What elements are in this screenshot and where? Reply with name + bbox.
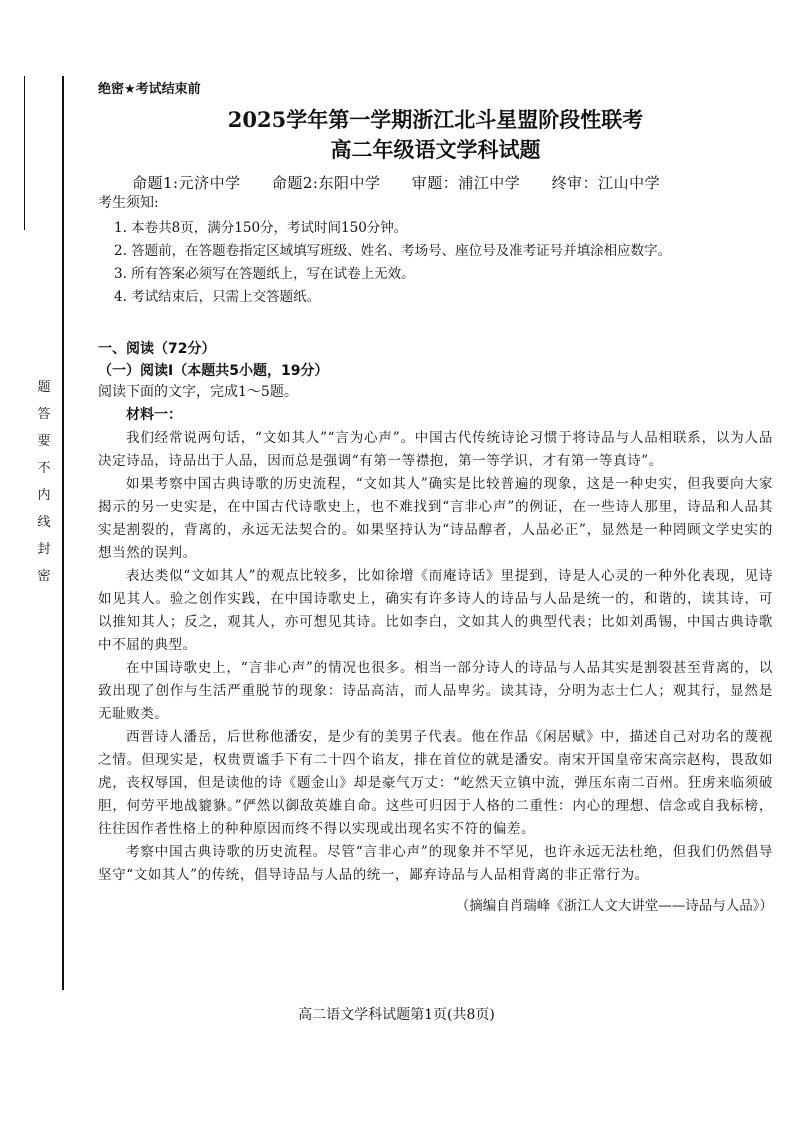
notice-item: 4. 考试结束后，只需上交答题纸。: [114, 289, 321, 305]
source-citation: （摘编自肖瑞峰《浙江人文大讲堂——诗品与人品》）: [455, 898, 773, 914]
notice-item: 1. 本卷共8页，满分150分，考试时间150分钟。: [114, 220, 408, 236]
paragraph: 考察中国古典诗歌的历史流程。尽管“言非心声”的现象并不罕见，也许永远无法杜绝，但我们仍然倡导坚守“文如其人”的传统，倡导诗品与人品的统一，鄙弃诗品与人品相背离的非正常行为。: [98, 844, 773, 883]
binding-line: [62, 76, 64, 990]
seal-char: 密: [37, 569, 51, 584]
seal-char: 线: [37, 515, 51, 530]
section-heading: 一、阅读（72分）: [98, 341, 216, 357]
paragraph: 表达类似“文如其人”的观点比较多，比如徐增《而庵诗话》里提到，诗是人心灵的一种外化表现，见诗如见其人。验之创作实践，在中国诗歌史上，确实有许多诗人的诗品与人品是统一的，和谐的，读其诗，可以推知其人；反之，观其人，亦可想见其诗。比如李白，文如其人的典型代表；比如刘禹锡，中国古典诗歌中不屈的典型。: [98, 568, 773, 653]
margin-seal-text: [34, 374, 54, 590]
notice-heading: 考生须知:: [98, 195, 159, 211]
main-content: [98, 78, 773, 917]
notice-list: [114, 217, 773, 309]
paragraph: 我们经常说两句话，“文如其人”“言为心声”。中国古代传统诗论习惯于将诗品与人品相联系，以为人品决定诗品，诗品出于人品，因而总是强调“有第一等襟抱，第一等学识，才有第一等真诗”。: [98, 430, 773, 469]
setter-2: 命题2:东阳中学: [271, 174, 381, 192]
seal-char: 要: [37, 434, 51, 449]
seal-char: 封: [37, 542, 51, 557]
paragraph: 如果考察中国古典诗歌的历史流程，“文如其人”确实是比较普遍的现象，这是一种史实，但我要向大家揭示的另一史实是，在中国古代诗歌史上，也不难找到“言非心声”的例证，在一些诗人那里，诗品和人品其实是割裂的，背离的，永远无法契合的。如果坚持认为“诗品醇者，人品必正”，显然是一种罔顾文学史实的想当然的误判。: [98, 476, 773, 561]
seal-char: 题: [37, 380, 51, 395]
paragraph: 西晋诗人潘岳，后世称他潘安，是少有的美男子代表。他在作品《闲居赋》中，描述自己对功名的蔑视之情。但现实是，权贵贾谧手下有二十四个谄友，排在首位的就是潘安。南宋开国皇帝宋高宗赵构，畏敌如虎，丧权辱国，但是读他的诗《题金山》却是豪气万丈：“屹然天立镇中流，弹压东南二百州。狂虏来临须破胆，何劳平地战貔貅。”俨然以御敌英雄自命。这些可归因于人格的二重性：内心的理想、信念或自我标榜，往往因作者性格上的种种原因而终不得以实现或出现名实不符的偏差。: [98, 729, 773, 837]
seal-char: 不: [37, 461, 51, 476]
margin-short-line: [24, 76, 25, 230]
material-label: 材料一：: [126, 407, 182, 423]
page-footer: 高二语文学科试题第1页(共8页): [298, 1007, 495, 1023]
seal-char: 内: [37, 488, 51, 503]
notice-item: 2. 答题前，在答题卷指定区域填写班级、姓名、考场号、座位号及准考证号并填涂相应数字。: [114, 243, 672, 259]
reviewer: 审题：浦江中学: [411, 174, 521, 192]
subsection-heading: （一）阅读Ⅰ（本题共5小题，19分）: [98, 363, 329, 379]
confidential-label: 绝密★考试结束前: [98, 82, 201, 97]
notice-item: 3. 所有答案必须写在答题纸上，写在试卷上无效。: [114, 266, 415, 282]
question-setters: [132, 173, 773, 193]
reading-instruction: 阅读下面的文字，完成1～5题。: [98, 384, 298, 400]
final-reviewer: 终审：江山中学: [551, 174, 661, 192]
exam-title: 2025学年第一学期浙江北斗星盟阶段性联考: [227, 107, 644, 132]
setter-1: 命题1:元济中学: [132, 174, 241, 192]
seal-char: 答: [37, 407, 51, 422]
exam-subtitle: 高二年级语文学科试题: [330, 137, 541, 162]
paragraph: 在中国诗歌史上，“言非心声”的情况也很多。相当一部分诗人的诗品与人品其实是割裂甚至背离的，以致出现了创作与生活严重脱节的现象：诗品高洁，而人品卑劣。读其诗，分明为志士仁人；观其行，显然是无耻败类。: [98, 660, 773, 722]
